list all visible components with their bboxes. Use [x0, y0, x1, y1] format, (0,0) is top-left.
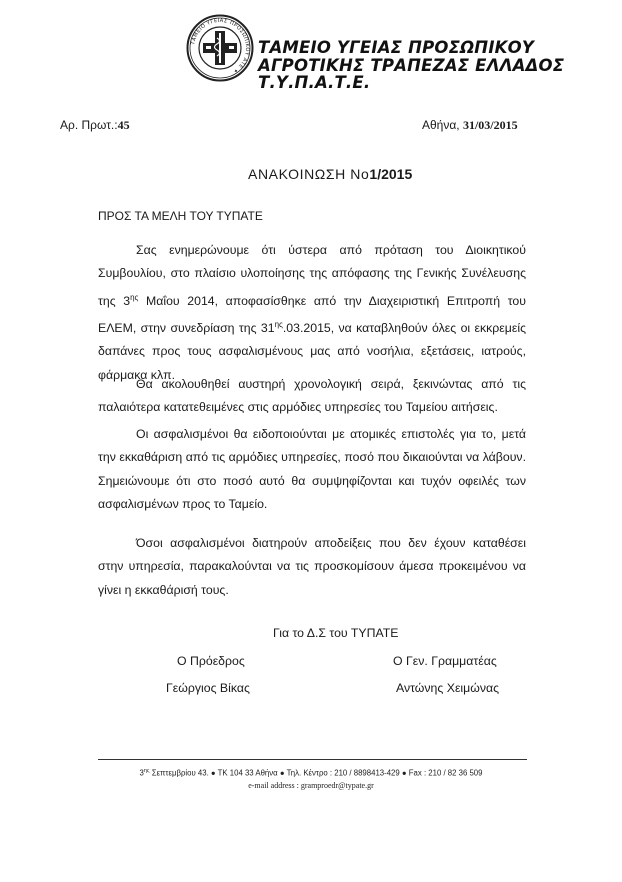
paragraph-4: [98, 532, 526, 602]
organization-seal-logo: [186, 14, 254, 82]
date-value: 31/03/2015: [462, 118, 518, 132]
paragraph-1-sup-1: ης: [130, 292, 139, 302]
bullet-icon: ●: [210, 768, 216, 778]
footer-address-number: 3: [139, 768, 144, 778]
president-title: Ο Πρόεδρος: [177, 654, 245, 668]
recipient-line: ΠΡΟΣ ΤΑ ΜΕΛΗ ΤΟΥ ΤΥΠΑΤΕ: [98, 209, 263, 223]
protocol-value: 45: [117, 118, 130, 132]
footer-address-street: Σεπτεμβρίου 43.: [149, 768, 211, 778]
document-date: [422, 118, 518, 133]
secretary-title: Ο Γεν. Γραμματέας: [393, 654, 497, 668]
org-name-line2: ΑΓΡΟΤΙΚΗΣ ΤΡΑΠΕΖΑΣ ΕΛΛΑΔΟΣ: [258, 55, 565, 75]
paragraph-1-part-c: .03.2015, να καταβληθούν όλες οι εκκρεμείς δαπάνες προς τους ασφαλισμένους μας από νοσήλια, εξετάσεις, ιατρούς, φάρμακα κλπ.: [98, 321, 526, 382]
announcement-title: [248, 166, 412, 182]
organization-name: [258, 39, 564, 92]
secretary-name: Αντώνης Χειμώνας: [396, 681, 500, 695]
footer-phone: Τηλ. Κέντρο : 210 / 8898413-429: [284, 768, 402, 778]
org-name-line1: ΤΑΜΕΙΟ ΥΓΕΙΑΣ ΠΡΟΣΩΠΙΚΟΥ: [258, 38, 535, 57]
footer-address-sup: ης: [143, 768, 150, 774]
bullet-icon: ●: [279, 768, 285, 778]
paragraph-3-text: Οι ασφαλισμένοι θα ειδοποιούνται με ατομικές επιστολές για το, μετά την εκκαθάριση από τις αρμόδιες υπηρεσίες, ποσό που δικαιούνται να λάβουν. Σημειώνουμε ότι στο ποσό αυτό θα συμψηφίζονται και τυχόν οφειλές των ασφαλισμένων προς το Ταμείο.: [98, 427, 526, 511]
bullet-icon: ●: [401, 768, 407, 778]
svg-text:ΤΑΜΕΙΟ ΥΓΕΙΑΣ ΠΡΟΣΩΠΙΚΟΥ ΑΤΕ ✦: ΤΑΜΕΙΟ ΥΓΕΙΑΣ ΠΡΟΣΩΠΙΚΟΥ ΑΤΕ ✦: [190, 17, 251, 75]
org-name-line3: Τ.Υ.Π.Α.Τ.Ε.: [258, 73, 371, 92]
footer-divider: [98, 759, 527, 760]
date-city: Αθήνα,: [422, 118, 463, 132]
paragraph-1-part-b: Μαΐου 2014, αποφασίσθηκε από την Διαχειριστική Επιτροπή του ΕΛΕΜ, στην συνεδρίαση της 31: [98, 293, 526, 336]
paragraph-2: [98, 373, 526, 420]
board-signature-heading: Για το Δ.Σ του ΤΥΠΑΤΕ: [273, 626, 399, 640]
paragraph-1-part-a: Σας ενημερώνουμε ότι ύστερα από πρόταση του Διοικητικού Συμβουλίου, στο πλαίσιο υλοποίησης της απόφασης της Γενικής Συνέλευσης της 3: [98, 243, 526, 308]
paragraph-4-text: Όσοι ασφαλισμένοι διατηρούν αποδείξεις που δεν έχουν καταθέσει στην υπηρεσία, παρακαλούνται να τις προσκομίσουν άμεσα προκειμένου να γίνει η εκκαθάρισή τους.: [98, 536, 526, 597]
paragraph-3: [98, 423, 526, 516]
protocol-label: Αρ. Πρωτ.:: [60, 118, 118, 132]
paragraph-2-text: Θα ακολουθηθεί αυστηρή χρονολογική σειρά, ξεκινώντας από τις παλαιότερα κατατεθειμένες στις αρμόδιες υπηρεσίες του Ταμείου αιτήσεις.: [98, 377, 526, 415]
footer-fax: Fax : 210 / 82 36 509: [406, 768, 483, 778]
title-number: 1/2015: [369, 166, 413, 182]
president-name: Γεώργιος Βίκας: [166, 681, 250, 695]
footer-contact-line: [0, 768, 622, 778]
footer-postcode: ΤΚ 104 33 Αθήνα: [215, 768, 280, 778]
protocol-number: [60, 118, 130, 133]
title-prefix: ΑΝΑΚΟΙΝΩΣΗ Νο: [248, 166, 370, 182]
paragraph-1-sup-2: ης: [274, 319, 283, 329]
footer-email: e-mail address : gramproedr@typate.gr: [248, 781, 374, 790]
paragraph-1: [98, 239, 526, 387]
